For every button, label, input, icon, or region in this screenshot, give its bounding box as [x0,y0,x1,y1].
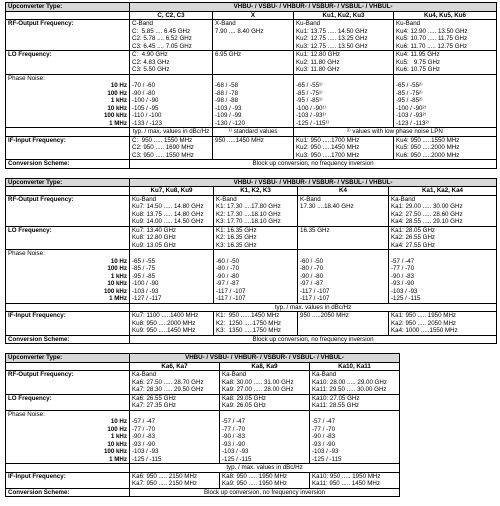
lo-cell: Ka6: 26.55 GHz Ka7: 27.35 GHz [130,394,220,410]
rf-cell: K-Band 17.30 ....18.40 GHz [298,195,389,226]
col-name: Ku7, Ku8, Ku9 [130,187,214,196]
if-input-label: IF-Input Frequency: [6,136,130,160]
lo-frequency-label: LO Frequency: [6,51,130,75]
col-name: K4 [298,187,389,196]
if-cell: Ka10: 950 ..... 1950 MHz Ka11: 950 ..... 1450 MHz [310,472,400,488]
phase-noise-label: Phase Noise: [8,250,45,257]
if-cell: Ku7: 1100 .....1400 MHz Ku8: 950 .....2000 MHz Ku9: 950 .....1450 MHz [130,312,214,336]
rf-cell: K-Band K1: 17.30 ....17.80 GHz K2: 17.30 ....18.10 GHz K3: 17.70 ....18.10 GHz [214,195,298,226]
col-name: Ka6, Ka7 [130,362,220,371]
phase-noise-cell: -57 / -47 -77 / -70 -90 / -83 -93 / -90 -103 / -93 -125 / -115 [389,250,497,304]
phase-noise-cell: -65 / -55¹⁾ -85 / -75¹⁾ -95 / -85¹⁾ -100 / -90¹⁾ -103 / -93¹⁾ -125 / -115¹⁾ [294,74,394,128]
rf-cell: Ku-Band Ku7: 14.50 ..... 14.80 GHz Ku8: 13.75 ..... 14.80 GHz Ku9: 14.00 ..... 14.50 GHz [130,195,214,226]
if-cell: Ku4: 950 .....1550 MHz Ku5: 950 .....2000 MHz Ku6: 950 .....2000 MHz [394,136,497,160]
lo-frequency-label: LO Frequency: [6,226,130,250]
phase-noise-cell: -60 / -50 -80 / -70 -90 / -80 -97 / -87 -117 / -107 -117 / -107 [298,250,389,304]
if-cell: 950 .....2050 MHz [298,312,389,336]
rf-output-label: RF-Output Frequency: [6,371,130,395]
phase-noise-cell: -57 / -47 -77 / -70 -90 / -83 -93 / -90 -103 / -93 -125 / -115 [130,410,220,464]
rf-cell: Ku-Band Ku1: 13.75 ..... 14.50 GHz Ku2: 12.75 ..... 13.25 GHz Ku3: 12.75 ..... 13.50 GHz [294,20,394,51]
if-input-label: IF-Input Frequency: [6,312,130,336]
model-series-header: VHBU- / VSBU- / VHBUR- / VSBUR- / VSBUL- / VHBUL- [130,354,400,363]
phase-noise-cell: -57 / -47 -77 / -70 -90 / -83 -93 / -90 -103 / -93 -125 / -115 [220,410,310,464]
spec-table-1 [5,2,497,169]
phase-noise-label-cell: Phase Noise: 10 Hz 100 Hz 1 kHz 10 kHz 100 kHz 1 MHz [6,250,130,304]
phase-noise-label: Phase Noise: [8,74,45,82]
rf-output-label: RF-Output Frequency: [6,195,130,226]
conversion-scheme-value: Block up conversion, no frequency inversion [130,488,400,497]
lo-cell: Ka10: 27.05 GHz Ka11: 28.55 GHz [310,394,400,410]
if-cell: K1: 950 ......1450 MHz K2: 1250 .....1750 MHz K3: 1350 .....1750 MHz [214,312,298,336]
conversion-scheme-label: Conversion Scheme: [6,160,130,169]
rf-cell: Ka-Band Ka10: 28.00 ..... 29.00 GHz Ka11: 29.50 ..... 30.00 GHz [310,371,400,395]
if-cell: 950 .....1450 MHz [213,136,294,160]
spec-table-3 [5,353,497,497]
if-input-label: IF-Input Frequency: [6,472,130,488]
pn-note: typ. / max. values in dBc/Hz [130,464,400,473]
col-name: Ka1, Ka2, Ka4 [389,187,497,196]
lo-cell: 6.95 GHz [213,51,294,75]
lo-cell: Ku1: 12.80 GHz Ku2: 11.80 GHz Ku3: 11.80 GHz [294,51,394,75]
spec-table-2 [5,178,497,345]
spec-sheet [5,2,496,506]
upconverter-type-label: Upconverter Type: [6,178,130,187]
rf-output-label: RF-Output Frequency: [6,20,130,51]
lo-cell: C: 4.90 GHz C2: 4.83 GHz C3: 5.50 GHz [130,51,213,75]
rf-cell: Ka-Band Ka1: 29.00 ..... 30.00 GHz Ka2: 27.50 ..... 28.60 GHz Ka4: 28.55 ..... 29.10 GHz [389,195,497,226]
phase-noise-label-cell: Phase Noise: 10 Hz 100 Hz 1 kHz 10 kHz 100 kHz 1 MHz [6,74,130,128]
col-name: Ka10, Ka11 [310,362,400,371]
model-series-header: VHBU- / VSBU- / VHBUR- / VSBUR- / VSBUL- / VHBUL- [130,178,497,187]
phase-noise-cell: -70 / -60 -90 / -80 -100 / -90 -105 / -95 -110 / -100 -133 / -123 [130,74,213,128]
if-cell: Ka1: 950 ..... 1950 MHz Ka2: 950 ..... 2050 MHz Ka4: 1000 .....1550 MHz [389,312,497,336]
lo-cell: Ku7: 13.40 GHz Ku8: 12.80 GHz Ku9: 13.05 GHz [130,226,214,250]
upconverter-type-label: Upconverter Type: [6,3,130,12]
phase-noise-cell: -68 / -58 -88 / -78 -98 / -88 -103 / -93 -109 / -99 -130 / -120 [213,74,294,128]
if-cell: Ka8: 950 ..... 1950 MHz Ka9: 950 ..... 1950 MHz [220,472,310,488]
rf-cell: X-Band 7.90 .... 8.40 GHz [213,20,294,51]
lo-cell: Ka1: 28.05 GHz Ka2: 26.55 GHz Ka4: 27.55 GHz [389,226,497,250]
model-series-header: VHBU- / VSBU- / VHBUR- / VSBUR- / VSBUL- / VHBUL- [130,3,497,12]
conversion-scheme-label: Conversion Scheme: [6,335,130,344]
phase-noise-cell: -57 / -47 -77 / -70 -90 / -83 -93 / -90 -103 / -93 -125 / -115 [310,410,400,464]
pn-note: ²⁾ values with low phase noise LPN [294,128,497,137]
if-cell: C: 950 ..... 1550 MHz C2: 950 ..... 1690 MHz C3: 950 ..... 1550 MHz [130,136,213,160]
phase-noise-cell: -60 / -50 -80 / -70 -90 / -80 -97 / -87 -117 / -107 -117 / -107 [214,250,298,304]
col-name: K1, K2, K3 [214,187,298,196]
lo-cell: 16.35 GHz [298,226,389,250]
col-name: C, C2, C3 [130,11,213,20]
phase-noise-label: Phase Noise: [8,410,45,418]
lo-cell: K1: 16.35 GHz K2: 16.35 GHz K3: 16.35 GHz [214,226,298,250]
col-name: X [213,11,294,20]
rf-cell: C-Band C: 5.85 .... 6.45 GHz C2: 5.78 .... 6.52 GHz C3: 6.45 .... 7.05 GHz [130,20,213,51]
if-cell: Ku1: 950 .....1700 MHz Ku2: 950 .....1450 MHz Ku3: 950 .....1700 MHz [294,136,394,160]
lo-cell: Ka8: 29.05 GHz Ka9: 26.05 GHz [220,394,310,410]
phase-noise-cell: -65 / -55²⁾ -85 / -75²⁾ -95 / -85²⁾ -100 / -90²⁾ -103 / -93²⁾ -123 / -113²⁾ [394,74,497,128]
phase-noise-cell: -65 / -55 -85 / -75 -95 / -85 -100 / -90 -103 / -93 -127 / -117 [130,250,214,304]
upconverter-type-label: Upconverter Type: [6,354,130,363]
col-name: Ku1, Ku2, Ku3 [294,11,394,20]
if-cell: Ka6: 950 ..... 2150 MHz Ka7: 950 ..... 2150 MHz [130,472,220,488]
phase-noise-label-cell: Phase Noise: 10 Hz 100 Hz 1 kHz 10 kHz 100 kHz 1 MHz [6,410,130,464]
lo-cell: Ku4: 11.95 GHz Ku5: 9.75 GHz Ku6: 10.75 GHz [394,51,497,75]
conversion-scheme-value: Block up conversion, no frequency inversion [130,160,497,169]
col-name: Ku4, Ku5, Ku6 [394,11,497,20]
conversion-scheme-value: Block up conversion, no frequency inversion [130,335,497,344]
rf-cell: Ku-Band Ku4: 12.90 ..... 13.50 GHz Ku5: 10.70 ..... 11.75 GHz Ku6: 11.70 ..... 12.75 GHz [394,20,497,51]
col-name: Ka8, Ka9 [220,362,310,371]
lo-frequency-label: LO Frequency: [6,394,130,410]
rf-cell: Ka-Band Ka6: 27.50 ..... 28.70 GHz Ka7: 28.30 ..... 29.50 GHz [130,371,220,395]
pn-note: typ. / max. values in dBc/Hz [130,303,497,312]
pn-note: typ. / max. values in dBc/Hz [130,128,213,137]
conversion-scheme-label: Conversion Scheme: [6,488,130,497]
pn-note: ¹⁾ standard values [213,128,294,137]
rf-cell: Ka-Band Ka8: 30.00 ..... 31.00 GHz Ka9: 27.00 ..... 28.00 GHz [220,371,310,395]
